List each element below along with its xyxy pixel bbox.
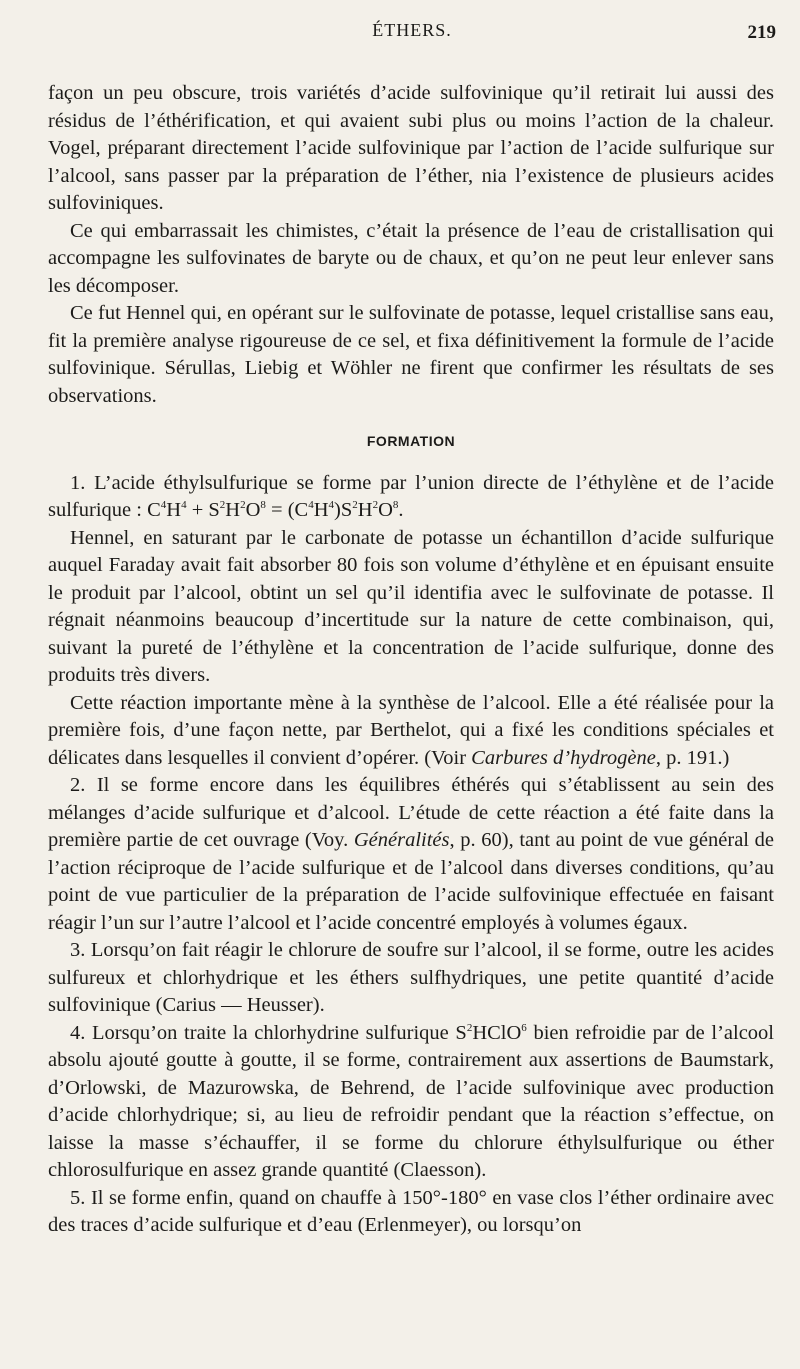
section-heading: FORMATION xyxy=(366,433,456,449)
paragraph-hennel-faraday: Hennel, en saturant par le carbonate de potasse un échantillon d’acide sulfurique auquel Faraday avait fait absorber 80 fois son volume d’éthylène et en épuisant ensuite le produit par l’alcool, obtint un sel qu’il identifia avec le sulfovinate de potasse. Il régnait néanmoins beaucoup d’incertitude sur la nature de cette combinaison, qui, suivant la pureté de l’éthylène et la concentration de l’acide sulfurique, donne des produits très divers. xyxy=(48,526,774,686)
reference-carbures: Carbures d’hydrogène xyxy=(471,746,656,769)
reference-generalites: Généralités xyxy=(353,829,450,851)
chlorhydrine-formula: $S^2HClO^6$ xyxy=(455,1021,527,1044)
reaction-equation: $C^4H^4 + S^2H^2O^8 = (C^4H^4)S^2H^2O^8$. xyxy=(147,499,404,521)
formation-1-text: 1. L’acide éthylsulfurique se forme par l’union directe de l’éthylène et de l’acide sulfurique : xyxy=(48,471,774,521)
paragraph-crystallisation: Ce qui embarrassait les chimistes, c’était la présence de l’eau de cristallisation qui accompagne les sulfovinates de baryte ou de chaux, et qu’on ne peut leur enlever sans les décomposer. xyxy=(48,219,774,297)
paragraph-formation-2: 2. Il se forme encore dans les équilibres éthérés qui s’établissent au sein des mélanges d’acide sulfurique et d’alcool. L’étude de cette réaction a été faite dans la première partie de cet ouvrage (Voy. Généralités, p. 60), tant au point de vue général de l’action réciproque de l’acide sulfurique et de l’alcool dans diverses conditions, qu’au point de vue particulier de la préparation de l’acide sulfovinique effectuée en faisant réagir l’un sur l’autre l’alcool et l’acide concentré employés à volumes égaux. xyxy=(48,774,774,934)
paragraph-hennel-analysis: Ce fut Hennel qui, en opérant sur le sulfovinate de potasse, lequel cristallise sans eau, fit la première analyse rigoureuse de ce sel, et fixa définitivement la formule de l’acide sulfovinique. Sérullas, Liebig et Wöhler ne firent que confirmer les résultats de ses observations. xyxy=(48,302,774,407)
paragraph-formation-5: 5. Il se forme enfin, quand on chauffe à 150°-180° en vase clos l’éther ordinaire avec des traces d’acide sulfurique et d’eau (Erlenmeyer), ou lorsqu’on xyxy=(48,1186,774,1236)
page-number: 219 xyxy=(747,22,776,43)
paragraph-formation-1 xyxy=(48,470,774,525)
paragraph-formation-4: 4. Lorsqu’on traite la chlorhydrine sulfurique $S^2HClO^6$ bien refroidie par de l’alcool absolu ajouté goutte à goutte, il se forme, contrairement aux assertions de Baumstark, d’Orlowski, de Mazurowska, de Behrend, de l’acide sulfovinique avec production d’acide chlorhydrique; si, au lieu de refroidir pendant que la réaction s’effectue, on laisse la masse s’échauffer, il se forme du chlorure éthylsulfurique ou éther chlorosulfurique en assez grande quantité (Claesson). xyxy=(48,1021,774,1181)
running-title: ÉTHERS. xyxy=(372,20,452,40)
running-head xyxy=(48,14,776,48)
paragraph-formation-3: 3. Lorsqu’on fait réagir le chlorure de soufre sur l’alcool, il se forme, outre les acides sulfureux et chlorhydrique et les éthers sulfhydriques, une petite quantité d’acide sulfovinique (Carius — Heusser). xyxy=(48,939,774,1016)
paragraph-berthelot: Cette réaction importante mène à la synthèse de l’alcool. Elle a été réalisée pour la première fois, d’une façon nette, par Berthelot, qui a fixé les conditions spéciales et délicates dans lesquelles il convient d’opérer. (Voir Carbures d’hydrogène, p. 191.) xyxy=(48,691,774,769)
paragraph-continuation: façon un peu obscure, trois variétés d’acide sulfovinique qu’il retirait lui aussi des résidus de l’éthérification, et qui avaient subi plus ou moins l’action de la chaleur. Vogel, préparant directement l’acide sulfovinique par l’action de l’acide sulfurique sur l’alcool, sans passer par la préparation de l’éther, nia l’existence de plusieurs acides sulfoviniques. xyxy=(48,82,774,214)
body-text xyxy=(48,80,774,1240)
